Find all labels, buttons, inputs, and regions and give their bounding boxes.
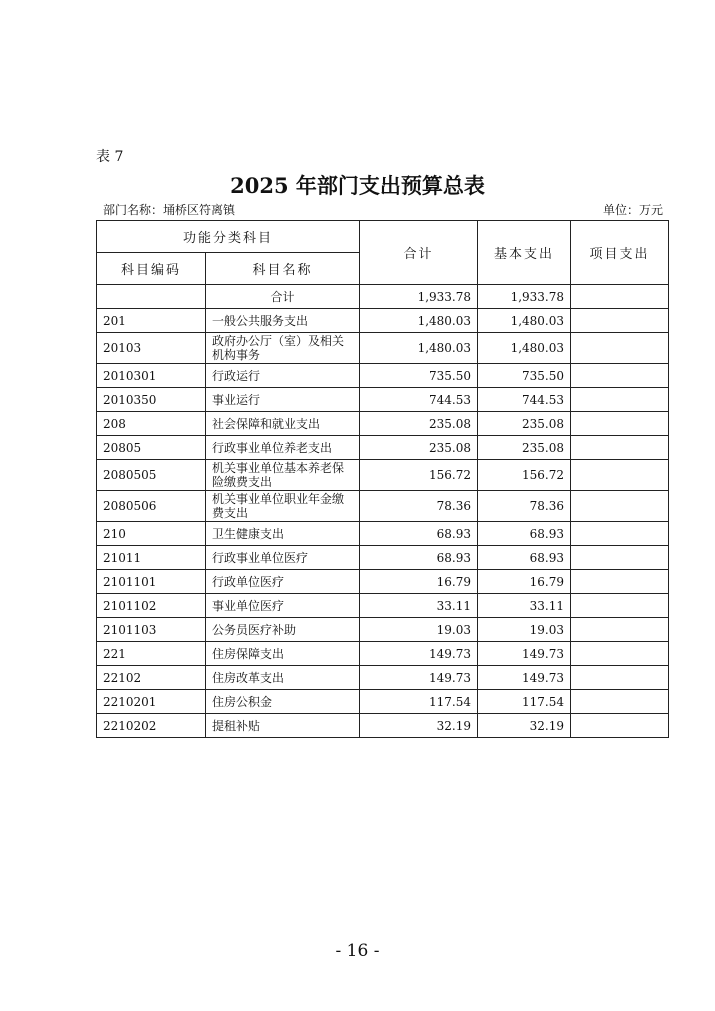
cell-basic: 149.73 <box>478 666 571 690</box>
table-row <box>97 618 669 642</box>
table-row <box>97 285 669 309</box>
table-row <box>97 412 669 436</box>
cell-code: 2101101 <box>97 570 206 594</box>
cell-total: 235.08 <box>360 412 478 436</box>
table-row <box>97 690 669 714</box>
cell-basic: 744.53 <box>478 388 571 412</box>
table-row <box>97 309 669 333</box>
cell-basic: 78.36 <box>478 491 571 522</box>
cell-project <box>571 618 669 642</box>
cell-name: 一般公共服务支出 <box>206 309 360 333</box>
cell-name: 住房保障支出 <box>206 642 360 666</box>
cell-name: 行政运行 <box>206 364 360 388</box>
cell-project <box>571 412 669 436</box>
cell-basic: 16.79 <box>478 570 571 594</box>
cell-total: 68.93 <box>360 522 478 546</box>
table-row <box>97 491 669 522</box>
cell-total: 19.03 <box>360 618 478 642</box>
cell-basic: 1,480.03 <box>478 309 571 333</box>
cell-basic: 68.93 <box>478 546 571 570</box>
header-project: 项目支出 <box>571 221 669 285</box>
cell-basic: 235.08 <box>478 436 571 460</box>
cell-project <box>571 570 669 594</box>
cell-total: 149.73 <box>360 666 478 690</box>
cell-name: 住房改革支出 <box>206 666 360 690</box>
unit-label: 单位：万元 <box>602 203 663 217</box>
cell-basic: 735.50 <box>478 364 571 388</box>
cell-total: 16.79 <box>360 570 478 594</box>
cell-name: 机关事业单位职业年金缴费支出 <box>206 491 360 522</box>
cell-project <box>571 714 669 738</box>
cell-code: 2101102 <box>97 594 206 618</box>
cell-total: 156.72 <box>360 460 478 491</box>
header-code: 科目编码 <box>97 253 206 285</box>
table-row <box>97 594 669 618</box>
cell-project <box>571 666 669 690</box>
cell-project <box>571 285 669 309</box>
cell-total: 1,933.78 <box>360 285 478 309</box>
cell-basic: 156.72 <box>478 460 571 491</box>
cell-basic: 117.54 <box>478 690 571 714</box>
cell-project <box>571 594 669 618</box>
cell-name: 社会保障和就业支出 <box>206 412 360 436</box>
cell-basic: 149.73 <box>478 642 571 666</box>
cell-project <box>571 642 669 666</box>
cell-project <box>571 491 669 522</box>
cell-name: 住房公积金 <box>206 690 360 714</box>
table-row <box>97 333 669 364</box>
cell-total: 68.93 <box>360 546 478 570</box>
cell-total: 78.36 <box>360 491 478 522</box>
cell-name: 行政单位医疗 <box>206 570 360 594</box>
table-row <box>97 546 669 570</box>
cell-code: 2010350 <box>97 388 206 412</box>
cell-project <box>571 690 669 714</box>
cell-project <box>571 546 669 570</box>
cell-basic: 19.03 <box>478 618 571 642</box>
header-total: 合计 <box>360 221 478 285</box>
table-row <box>97 666 669 690</box>
cell-name: 机关事业单位基本养老保险缴费支出 <box>206 460 360 491</box>
cell-name: 提租补贴 <box>206 714 360 738</box>
table-row <box>97 388 669 412</box>
cell-name: 行政事业单位养老支出 <box>206 436 360 460</box>
cell-total: 1,480.03 <box>360 309 478 333</box>
cell-project <box>571 460 669 491</box>
table-row <box>97 522 669 546</box>
table-row <box>97 364 669 388</box>
table-label: 表 7 <box>96 149 124 165</box>
header-name: 科目名称 <box>206 253 360 285</box>
table-row <box>97 460 669 491</box>
cell-total: 117.54 <box>360 690 478 714</box>
cell-basic: 235.08 <box>478 412 571 436</box>
cell-code: 210 <box>97 522 206 546</box>
page-title: 2025 年部门支出预算总表 <box>230 173 485 198</box>
cell-total: 1,480.03 <box>360 333 478 364</box>
cell-code: 20103 <box>97 333 206 364</box>
cell-code: 2080505 <box>97 460 206 491</box>
header-function-category: 功能分类科目 <box>97 221 360 253</box>
cell-project <box>571 309 669 333</box>
cell-project <box>571 364 669 388</box>
cell-name: 政府办公厅（室）及相关机构事务 <box>206 333 360 364</box>
budget-table <box>96 220 669 738</box>
page-number: - 16 - <box>335 941 380 961</box>
cell-total: 149.73 <box>360 642 478 666</box>
cell-name: 事业运行 <box>206 388 360 412</box>
cell-name: 合计 <box>206 285 360 309</box>
cell-project <box>571 436 669 460</box>
cell-name: 事业单位医疗 <box>206 594 360 618</box>
cell-project <box>571 522 669 546</box>
cell-name: 行政事业单位医疗 <box>206 546 360 570</box>
cell-code: 21011 <box>97 546 206 570</box>
cell-total: 744.53 <box>360 388 478 412</box>
cell-basic: 33.11 <box>478 594 571 618</box>
cell-name: 卫生健康支出 <box>206 522 360 546</box>
cell-total: 235.08 <box>360 436 478 460</box>
cell-basic: 32.19 <box>478 714 571 738</box>
table-row <box>97 570 669 594</box>
table-row <box>97 714 669 738</box>
cell-project <box>571 333 669 364</box>
cell-code: 22102 <box>97 666 206 690</box>
cell-basic: 1,480.03 <box>478 333 571 364</box>
cell-total: 735.50 <box>360 364 478 388</box>
cell-basic: 68.93 <box>478 522 571 546</box>
cell-code: 20805 <box>97 436 206 460</box>
table-row <box>97 642 669 666</box>
cell-total: 32.19 <box>360 714 478 738</box>
cell-code <box>97 285 206 309</box>
cell-project <box>571 388 669 412</box>
cell-basic: 1,933.78 <box>478 285 571 309</box>
cell-total: 33.11 <box>360 594 478 618</box>
cell-code: 221 <box>97 642 206 666</box>
cell-code: 2210201 <box>97 690 206 714</box>
table-row <box>97 436 669 460</box>
header-basic: 基本支出 <box>478 221 571 285</box>
cell-code: 201 <box>97 309 206 333</box>
department-name: 部门名称：埇桥区符离镇 <box>103 203 236 217</box>
cell-code: 2101103 <box>97 618 206 642</box>
cell-code: 2010301 <box>97 364 206 388</box>
cell-code: 2080506 <box>97 491 206 522</box>
cell-name: 公务员医疗补助 <box>206 618 360 642</box>
cell-code: 2210202 <box>97 714 206 738</box>
cell-code: 208 <box>97 412 206 436</box>
